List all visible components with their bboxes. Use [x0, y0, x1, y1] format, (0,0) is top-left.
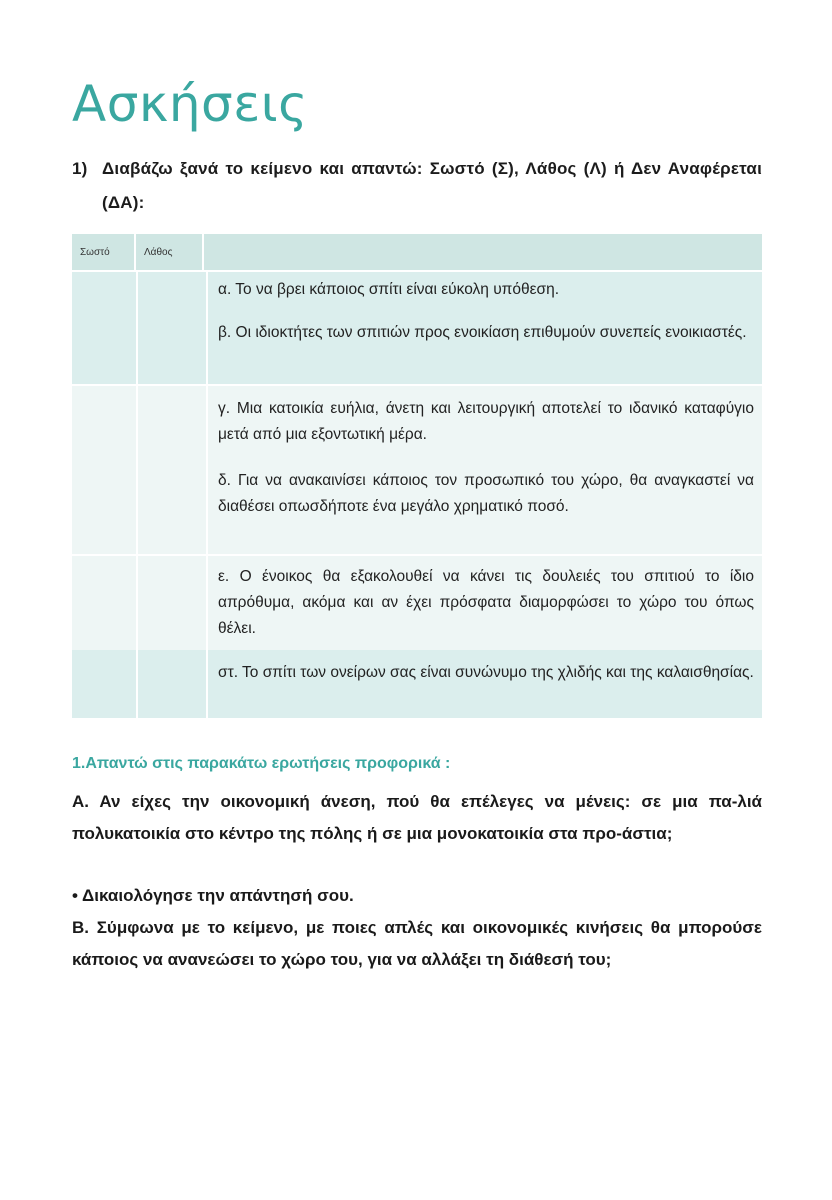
answer-cell-correct[interactable] — [72, 650, 138, 718]
header-wrong: Λάθος — [136, 234, 204, 270]
question-a-followup: • Δικαιολόγησε την απάντησή σου. — [72, 886, 354, 905]
question-b: Β. Σύμφωνα με το κείμενο, με ποιες απλές και οικονομικές κινήσεις θα μπορούσε κάποιος να ανανεώσει το χώρο του, για να αλλάξει τη διάθεσή του; — [72, 918, 762, 969]
table-row — [72, 462, 762, 556]
exercise-number: 1) — [72, 159, 88, 178]
exercise-1-instruction — [72, 152, 762, 220]
answer-cell-wrong[interactable] — [138, 316, 208, 384]
answer-cell-wrong[interactable] — [138, 272, 208, 316]
exercise-2-title: 1.Απαντώ στις παρακάτω ερωτήσεις προφορικά : — [72, 755, 451, 772]
table-header — [72, 234, 762, 272]
answer-cell-correct[interactable] — [72, 386, 138, 462]
answer-cell-wrong[interactable] — [138, 462, 208, 554]
answer-cell-wrong[interactable] — [138, 386, 208, 462]
statement-text: γ. Μια κατοικία ευήλια, άνετη και λειτουργική αποτελεί το ιδανικό καταφύγιο μετά από μια εξοντωτική μέρα. — [218, 400, 754, 443]
header-statement — [204, 234, 762, 270]
answer-cell-correct[interactable] — [72, 462, 138, 554]
table-row — [72, 272, 762, 316]
question-a: Α. Αν είχες την οικονομική άνεση, πού θα επέλεγες να μένεις: σε μια πα-λιά πολυκατοικία στο κέντρο της πόλης ή σε μια μονοκατοικία στα προ-άστια; — [72, 792, 762, 843]
instruction-text: Διαβάζω ξανά το κείμενο και απαντώ: Σωστό (Σ), Λάθος (Λ) ή Δεν Αναφέρεται (ΔΑ): — [102, 159, 762, 212]
answer-cell-wrong[interactable] — [138, 556, 208, 650]
statement-text: δ. Για να ανακαινίσει κάποιος τον προσωπικό του χώρο, θα αναγκαστεί να διαθέσει οπωσδήποτε ένα μεγάλο χρηματικό ποσό. — [218, 472, 754, 515]
statement-text: α. Το να βρει κάποιος σπίτι είναι εύκολη υπόθεση. — [218, 281, 560, 298]
table-row — [72, 650, 762, 718]
statement-text: β. Οι ιδιοκτήτες των σπιτιών προς ενοικίαση επιθυμούν συνεπείς ενοικιαστές. — [218, 324, 747, 341]
page-title: Ασκήσεις — [72, 75, 309, 133]
answer-cell-wrong[interactable] — [138, 650, 208, 718]
true-false-table — [72, 234, 762, 718]
answer-cell-correct[interactable] — [72, 316, 138, 384]
header-correct: Σωστό — [72, 234, 136, 270]
statement-text: στ. Το σπίτι των ονείρων σας είναι συνώνυμο της χλιδής και της καλαισθησίας. — [218, 664, 754, 681]
table-row — [72, 386, 762, 462]
answer-cell-correct[interactable] — [72, 272, 138, 316]
table-row — [72, 556, 762, 650]
table-row — [72, 316, 762, 386]
answer-cell-correct[interactable] — [72, 556, 138, 650]
statement-text: ε. Ο ένοικος θα εξακολουθεί να κάνει τις δουλειές του σπιτιού το ίδιο απρόθυμα, ακόμα και αν έχει πρόσφατα διαμορφώσει το χώρο του όπως θέλει. — [218, 568, 754, 637]
